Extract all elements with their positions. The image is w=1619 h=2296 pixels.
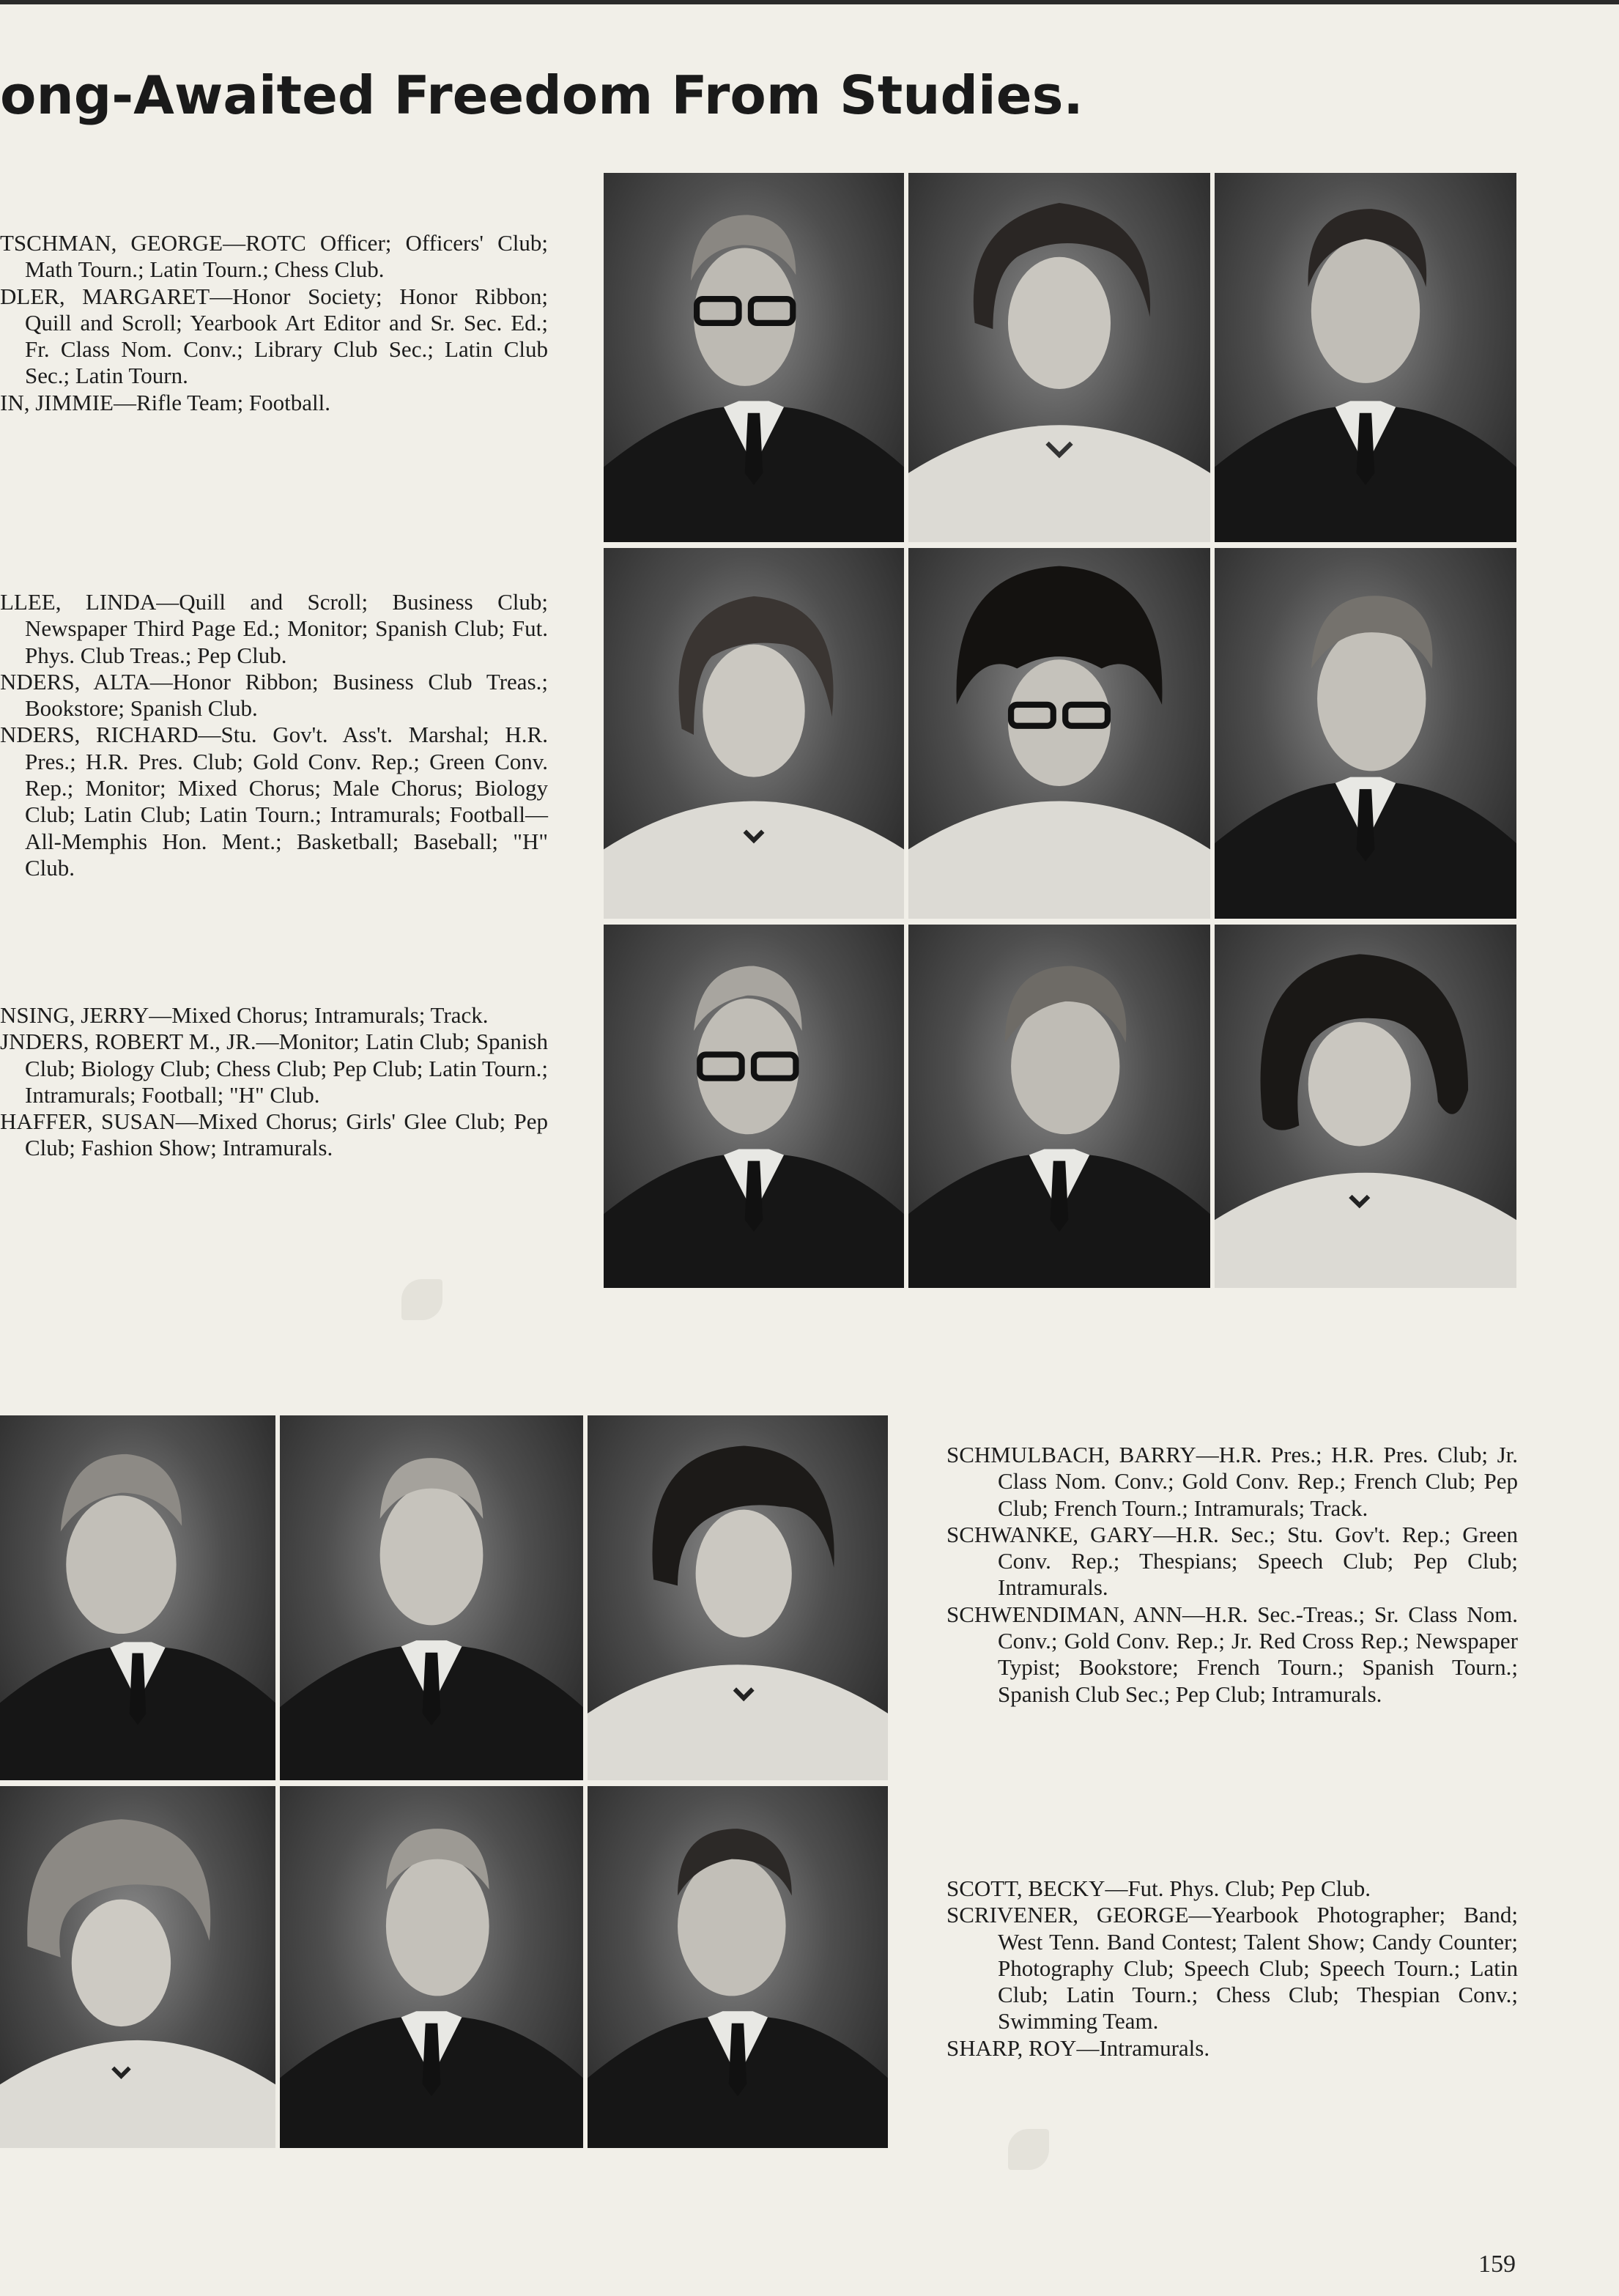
bio-group-left-2 bbox=[0, 589, 548, 881]
bio-entry: TSCHMAN, GEORGE—ROTC Officer; Officers' Club; Math Tourn.; Latin Tourn.; Chess Club. bbox=[0, 230, 548, 283]
bio-entry: LLEE, LINDA—Quill and Scroll; Business Club; Newspaper Third Page Ed.; Monitor; Spanish Club; Fut. Phys. Club Treas.; Pep Club. bbox=[0, 589, 548, 668]
bio-entry: JNDERS, ROBERT M., JR.—Monitor; Latin Club; Spanish Club; Biology Club; Chess Club; Pep Club; Latin Tourn.; Intramurals; Football; "H" Club. bbox=[0, 1029, 548, 1108]
bio-group-left-1 bbox=[0, 230, 548, 416]
bio-entry: SCOTT, BECKY—Fut. Phys. Club; Pep Club. bbox=[946, 1875, 1371, 1901]
bio-entry: SCRIVENER, GEORGE—Yearbook Photographer; Band; West Tenn. Band Contest; Talent Show; Candy Counter; Photography Club; Speech Club; Speech Tourn.; Latin Club; Latin Tourn.; Chess Club; Thespian Conv.; Swimming Team. bbox=[946, 1902, 1518, 2034]
bio-entry: SCHWENDIMAN, ANN—H.R. Sec.-Treas.; Sr. Class Nom. Conv.; Gold Conv. Rep.; Jr. Red Cross Rep.; Newspaper Typist; Bookstore; French Tourn.; Spanish Tourn.; Spanish Club Sec.; Pep Club; Intramurals. bbox=[946, 1601, 1518, 1707]
bio-entry: SHARP, ROY—Intramurals. bbox=[946, 2034, 1210, 2061]
watermark-leaf-icon bbox=[401, 1279, 442, 1320]
portrait-photo bbox=[588, 1415, 888, 1780]
bio-entry: NSING, JERRY—Mixed Chorus; Intramurals; Track. bbox=[0, 1002, 489, 1028]
bio-group-right-1 bbox=[946, 1442, 1518, 1708]
bio-entry: SCHMULBACH, BARRY—H.R. Pres.; H.R. Pres. Club; Jr. Class Nom. Conv.; Gold Conv. Rep.; French Club; Pep Club; French Tourn.; Intramurals; Track. bbox=[946, 1442, 1518, 1521]
portrait-photo bbox=[1215, 173, 1516, 542]
bio-entry: SCHWANKE, GARY—H.R. Sec.; Stu. Gov't. Rep.; Green Conv. Rep.; Thespians; Speech Club; Pep Club; Intramurals. bbox=[946, 1521, 1518, 1601]
bio-entry: DLER, MARGARET—Honor Society; Honor Ribbon; Quill and Scroll; Yearbook Art Editor and Sr. Sec. Ed.; Fr. Class Nom. Conv.; Library Club Sec.; Latin Club Sec.; Latin Tourn. bbox=[0, 283, 548, 389]
portrait-photo bbox=[280, 1786, 583, 2148]
portrait-photo bbox=[908, 173, 1210, 542]
page-number: 159 bbox=[1478, 2251, 1516, 2278]
portrait-photo bbox=[0, 1786, 275, 2148]
bio-entry: HAFFER, SUSAN—Mixed Chorus; Girls' Glee Club; Pep Club; Fashion Show; Intramurals. bbox=[0, 1108, 548, 1161]
bio-group-left-3 bbox=[0, 1002, 548, 1162]
bio-entry: NDERS, ALTA—Honor Ribbon; Business Club Treas.; Bookstore; Spanish Club. bbox=[0, 668, 548, 722]
portrait-photo bbox=[280, 1415, 583, 1780]
portrait-photo bbox=[604, 925, 904, 1288]
bio-group-right-2 bbox=[946, 1875, 1518, 2062]
watermark-leaf-icon bbox=[1008, 2129, 1049, 2170]
top-border bbox=[0, 0, 1619, 4]
portrait-photo bbox=[1215, 925, 1516, 1288]
bio-entry: IN, JIMMIE—Rifle Team; Football. bbox=[0, 389, 331, 415]
portrait-photo bbox=[1215, 548, 1516, 919]
portrait-photo bbox=[604, 173, 904, 542]
portrait-photo bbox=[0, 1415, 275, 1780]
portrait-photo bbox=[908, 548, 1210, 919]
portrait-photo bbox=[908, 925, 1210, 1288]
bio-entry: NDERS, RICHARD—Stu. Gov't. Ass't. Marshal; H.R. Pres.; H.R. Pres. Club; Gold Conv. Rep.; Green Conv. Rep.; Monitor; Mixed Chorus; Male Chorus; Biology Club; Latin Club; Latin Tourn.; Intramurals; Football—All-Memphis Hon. Ment.; Basketball; Baseball; "H" Club. bbox=[0, 722, 548, 881]
portrait-photo bbox=[588, 1786, 888, 2148]
portrait-photo bbox=[604, 548, 904, 919]
page-headline: ong-Awaited Freedom From Studies. bbox=[0, 64, 1083, 126]
